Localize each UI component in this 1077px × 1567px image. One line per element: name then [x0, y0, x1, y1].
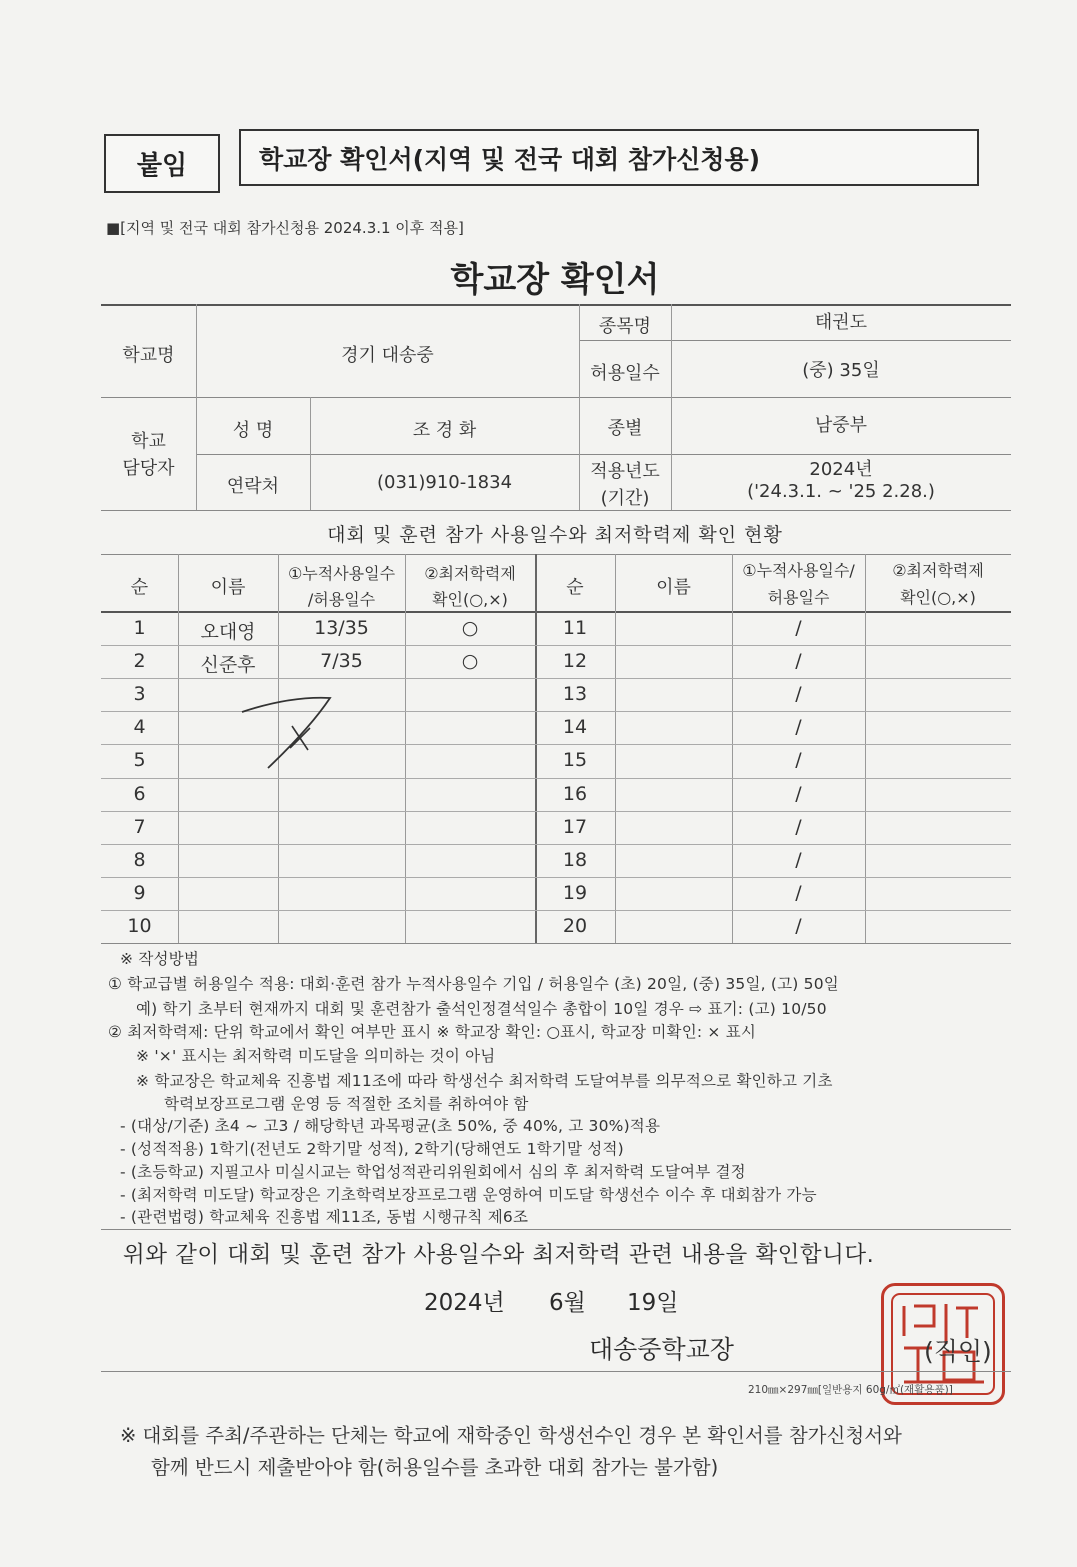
row-number: 5: [133, 749, 146, 772]
instruction-line: ② 최저학력제: 단위 학교에서 확인 여부만 표시 ※ 학교장 확인: ○표시, 학교장 미확인: × 표시: [108, 1023, 757, 1041]
handwritten-strike-mark: [230, 688, 350, 773]
allowed-label: 허용일수: [590, 363, 660, 384]
row-number: 12: [562, 650, 588, 673]
seal-label: (직인): [924, 1337, 992, 1366]
row-number: 11: [562, 617, 588, 639]
row-number: 8: [133, 848, 146, 871]
row-number: 15: [562, 749, 588, 772]
footer-note-2: 함께 반드시 제출받아야 함(허용일수를 초과한 대회 참가는 불가함): [151, 1456, 719, 1479]
date-month: 6월: [549, 1290, 586, 1316]
col-days-right-2: 허용일수: [767, 588, 830, 607]
row-days: /: [795, 881, 802, 904]
date-year: 2024년: [424, 1290, 505, 1316]
row-check: ○: [461, 617, 479, 639]
col-days-right-1: ①누적사용일수/: [742, 561, 855, 580]
col-name-right: 이름: [656, 577, 691, 598]
attach-label: 붙임: [104, 134, 220, 193]
school-label: 학교명: [122, 345, 175, 366]
instruction-line: - (대상/기준) 초4 ~ 고3 / 해당학년 과목평균(초 50%, 중 40%, 고 30%)적용: [120, 1117, 661, 1135]
instruction-line: - (성적적용) 1학기(전년도 2학기말 성적), 2학기(당해연도 1학기말 성적): [120, 1140, 624, 1158]
row-number: 1: [133, 617, 146, 639]
row-days: 7/35: [320, 650, 363, 673]
row-check: ○: [461, 650, 479, 673]
col-min-1: ②최저학력제: [424, 564, 516, 583]
paper-spec: 210㎜×297㎜[일반용지 60g/㎡(재활용품)]: [748, 1384, 953, 1396]
name-value: 조 경 화: [412, 420, 477, 441]
name-label: 성 명: [232, 420, 274, 441]
instruction-line: - (최저학력 미도달) 학교장은 기초학력보장프로그램 운영하여 미도달 학생선수 이수 후 대회참가 가능: [120, 1186, 817, 1204]
contact-label: 연락처: [226, 476, 280, 497]
col-days-2: /허용일수: [307, 590, 376, 609]
date-day: 19일: [627, 1290, 679, 1316]
row-number: 17: [562, 815, 588, 838]
instruction-line: - (관련법령) 학교체육 진흥법 제11조, 동법 시행규칙 제6조: [120, 1208, 529, 1226]
row-days: /: [795, 617, 802, 639]
row-number: 20: [562, 914, 588, 937]
row-number: 6: [133, 782, 146, 805]
row-number: 4: [133, 716, 146, 739]
instruction-line: 예) 학기 초부터 현재까지 대회 및 훈련참가 출석인정결석일수 총합이 10일 경우 ⇨ 표기: (고) 10/50: [136, 1000, 827, 1018]
instruction-line: ① 학교급별 허용일수 적용: 대회·훈련 참가 누적사용일수 기입 / 허용일수 (초) 20일, (중) 35일, (고) 50일: [108, 975, 839, 993]
row-number: 14: [562, 716, 588, 739]
row-days: /: [795, 749, 802, 772]
section-title: 대회 및 훈련 참가 사용일수와 최저학력제 확인 현황: [327, 524, 783, 546]
year-value-2: ('24.3.1. ~ '25 2.28.): [747, 481, 935, 502]
year-value-1: 2024년: [809, 459, 873, 480]
doc-title: 학교장 확인서: [450, 260, 660, 300]
subnote: ■[지역 및 전국 대회 참가신청용 2024.3.1 이후 적용]: [106, 219, 464, 237]
header-title: 학교장 확인서(지역 및 전국 대회 참가신청용): [239, 129, 979, 186]
row-name: 오대영: [200, 621, 256, 643]
footer-note-1: ※ 대회를 주최/주관하는 단체는 학교에 재학중인 학생선수인 경우 본 확인서를 참가신청서와: [120, 1424, 902, 1447]
row-number: 13: [562, 683, 588, 706]
row-days: /: [795, 782, 802, 805]
row-number: 3: [133, 683, 146, 706]
year-label-1: 적용년도: [590, 461, 660, 482]
row-name: 신준후: [200, 654, 256, 677]
instruction-line: 학력보장프로그램 운영 등 적절한 조치를 취하여야 함: [164, 1095, 529, 1113]
school-value: 경기 대송중: [341, 345, 434, 366]
col-no-right: 순: [566, 577, 584, 598]
event-label: 종목명: [598, 316, 652, 337]
row-days: /: [795, 716, 802, 739]
confirm-sentence: 위와 같이 대회 및 훈련 참가 사용일수와 최저학력 관련 내용을 확인합니다.: [123, 1242, 875, 1268]
row-days: 13/35: [314, 617, 369, 639]
allowed-value: (중) 35일: [802, 360, 880, 381]
col-min-right-2: 확인(○,×): [900, 588, 976, 607]
row-days: /: [795, 815, 802, 838]
year-label-2: (기간): [600, 488, 650, 509]
instruction-line: ※ 학교장은 학교체육 진흥법 제11조에 따라 학생선수 최저학력 도달여부를 의무적으로 확인하고 기초: [136, 1072, 833, 1090]
row-number: 10: [127, 914, 152, 937]
row-number: 9: [133, 881, 146, 904]
category-label: 종별: [607, 418, 643, 439]
col-days-1: ①누적사용일수: [287, 564, 396, 583]
row-number: 18: [562, 848, 588, 871]
row-days: /: [795, 848, 802, 871]
col-min-right-1: ②최저학력제: [892, 561, 984, 580]
category-value: 남중부: [814, 415, 868, 436]
col-name: 이름: [210, 577, 246, 598]
contact-value: (031)910-1834: [376, 472, 513, 493]
row-number: 2: [133, 650, 146, 673]
col-no: 순: [130, 577, 149, 598]
row-number: 19: [562, 881, 588, 904]
event-value: 태권도: [814, 312, 868, 333]
manager-label: 학교 담당자: [122, 431, 175, 479]
instruction-line: ※ '×' 표시는 최저학력 미도달을 의미하는 것이 아님: [136, 1047, 496, 1065]
col-min-2: 확인(○,×): [432, 590, 508, 609]
row-number: 7: [133, 815, 146, 838]
row-days: /: [795, 650, 802, 673]
instruction-line: - (초등학교) 지필고사 미실시교는 학업성적관리위원회에서 심의 후 최저학력 도달여부 결정: [120, 1163, 746, 1181]
principal-name: 대송중학교장: [589, 1335, 734, 1364]
row-days: /: [795, 914, 802, 937]
row-days: /: [795, 683, 802, 706]
row-number: 16: [562, 782, 588, 805]
instruction-line: ※ 작성방법: [120, 950, 200, 968]
